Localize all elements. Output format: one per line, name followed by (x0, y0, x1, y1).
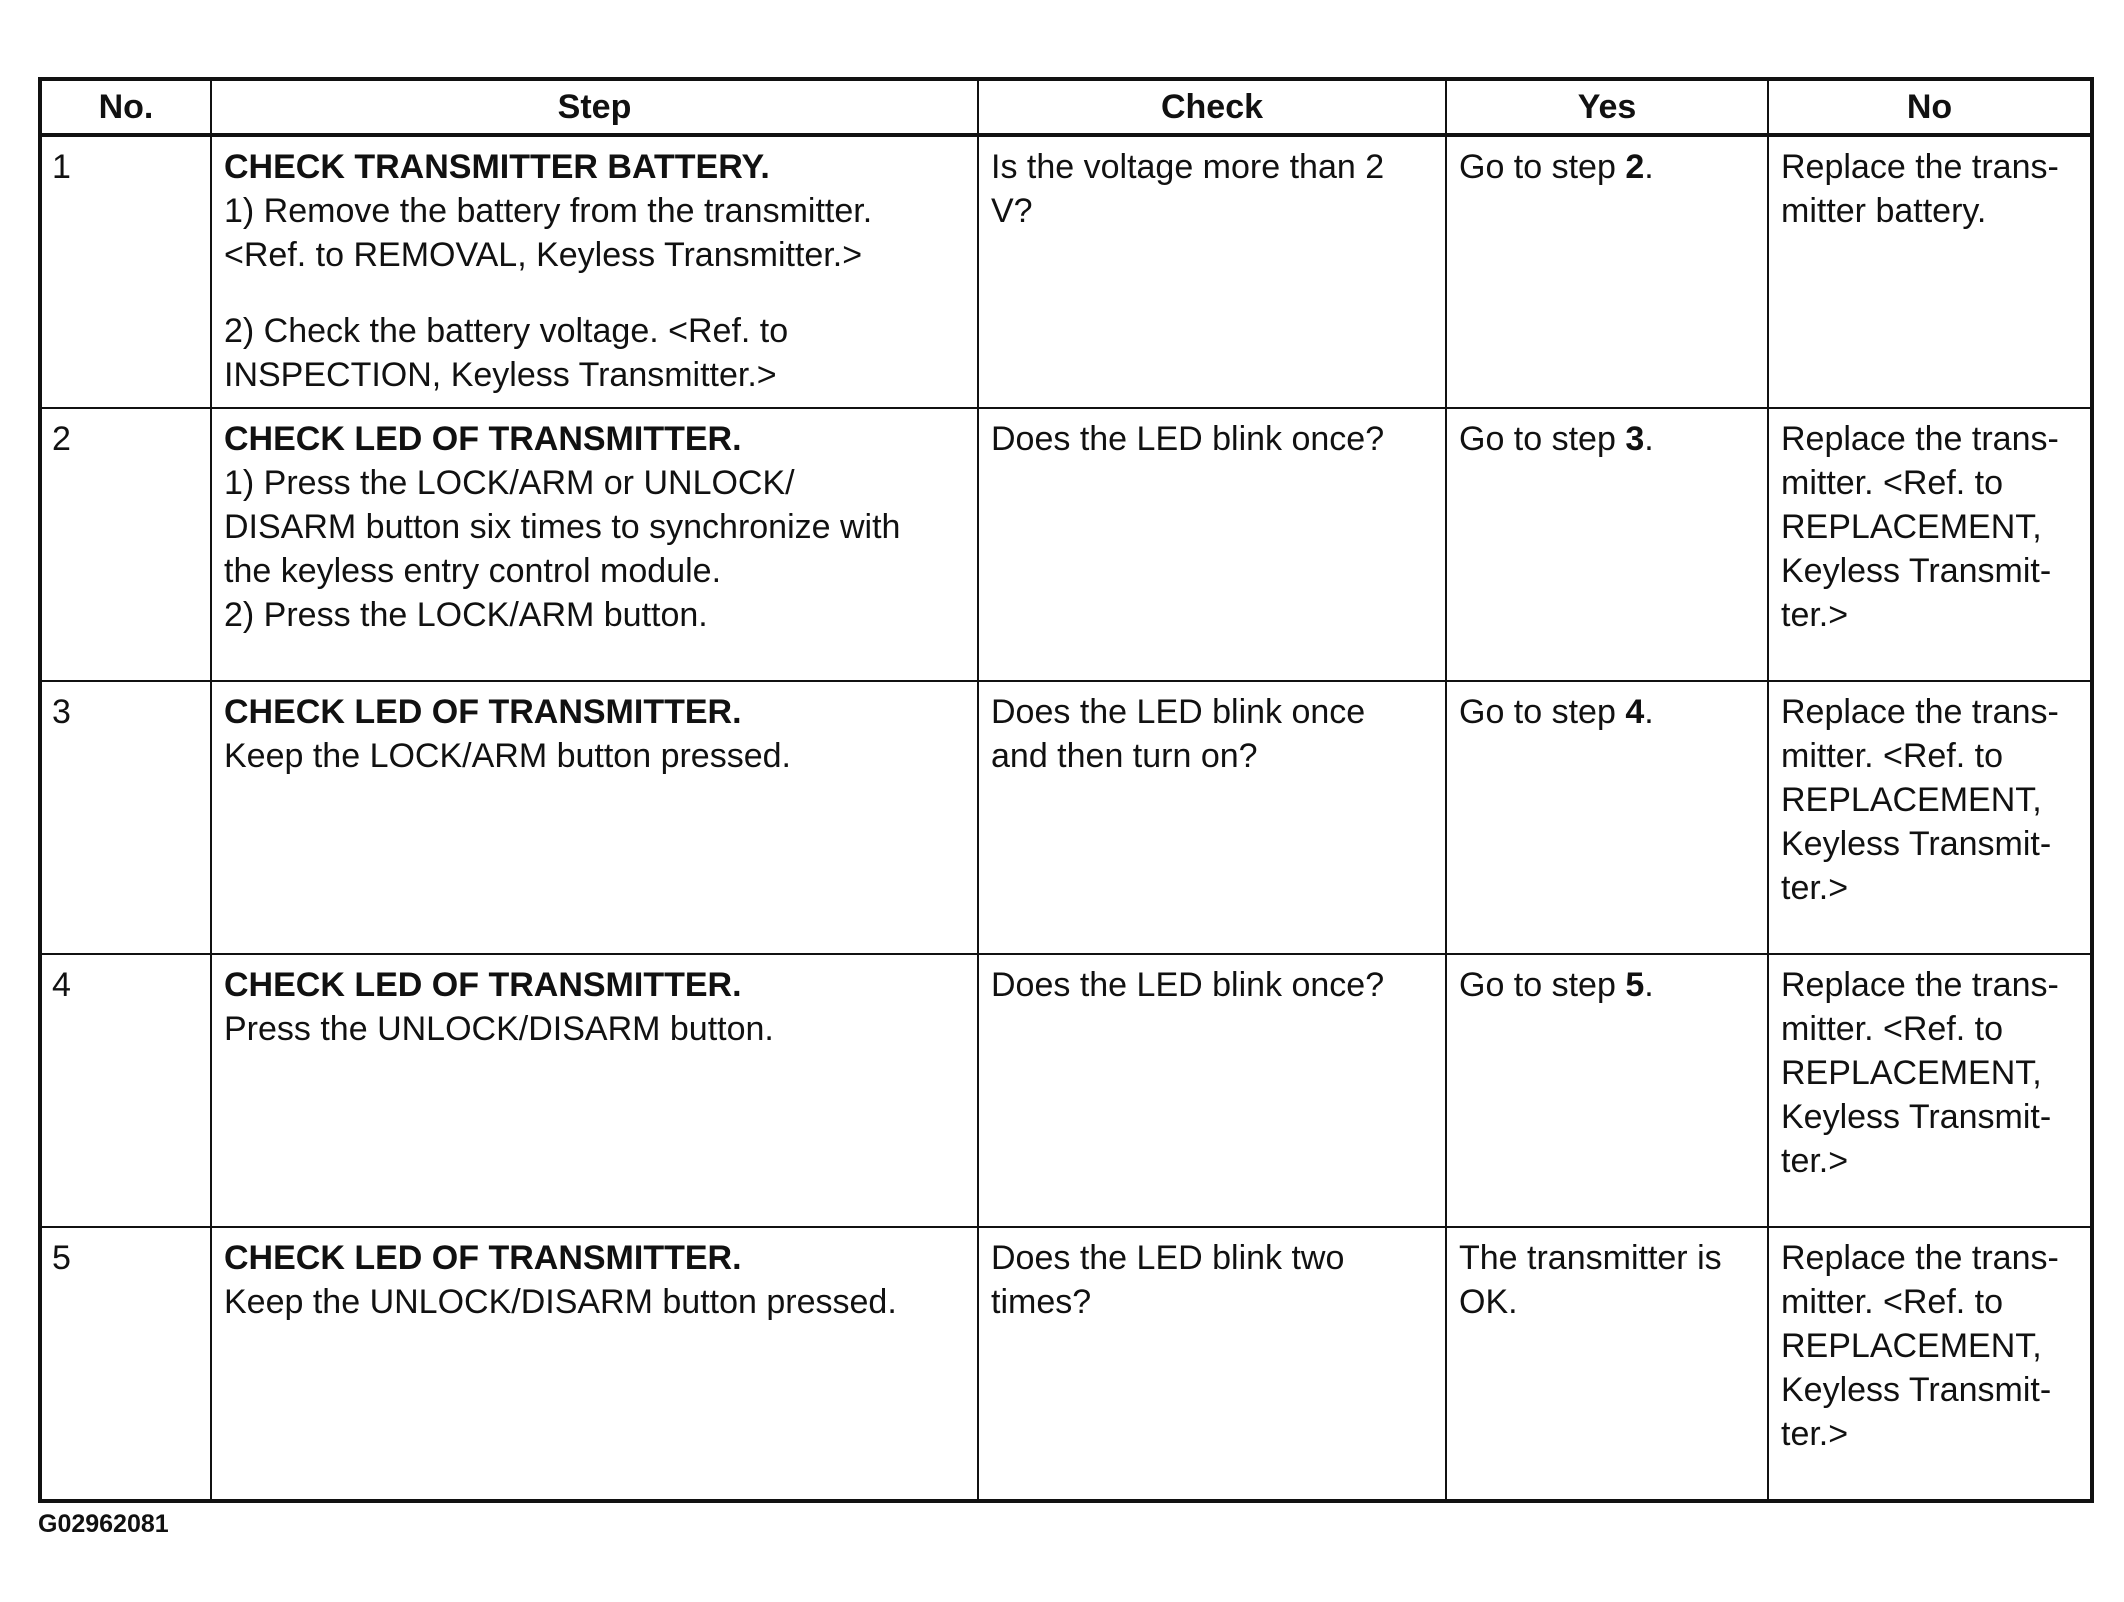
no-line: Replace the trans- (1781, 420, 2059, 458)
no-line: mitter. <Ref. to (1781, 464, 2004, 502)
yes-line: The transmitter is (1459, 1239, 1722, 1277)
no-line: ter.> (1781, 869, 1849, 907)
yes-suffix: . (1644, 693, 1654, 731)
step-cell (211, 135, 978, 408)
check-line: Does the LED blink once? (991, 420, 1385, 458)
step-number: 1 (52, 148, 71, 186)
check-cell (978, 135, 1446, 408)
no-cell (1768, 954, 2092, 1227)
yes-line: OK. (1459, 1283, 1518, 1321)
step-number-cell (40, 954, 211, 1227)
step-title: CHECK TRANSMITTER BATTERY. (224, 148, 770, 186)
step-title: CHECK LED OF TRANSMITTER. (224, 420, 742, 458)
no-cell (1768, 135, 2092, 408)
figure-code: G02962081 (38, 1510, 169, 1538)
yes-prefix: Go to step (1459, 966, 1626, 1004)
step-number-cell (40, 681, 211, 954)
diagnostic-table (38, 77, 2094, 1503)
no-line: Keyless Transmit- (1781, 1371, 2052, 1409)
no-line: Keyless Transmit- (1781, 552, 2052, 590)
no-line: mitter battery. (1781, 192, 1987, 230)
step-line: DISARM button six times to synchronize with (224, 508, 901, 546)
yes-step-target: 2 (1625, 148, 1645, 186)
header-no-action: No (1768, 79, 2092, 135)
step-line: Press the UNLOCK/DISARM button. (224, 1010, 774, 1048)
no-cell (1768, 681, 2092, 954)
step-line: Keep the LOCK/ARM button pressed. (224, 737, 791, 775)
step-number: 5 (52, 1239, 71, 1277)
step-cell (211, 954, 978, 1227)
yes-cell (1446, 135, 1768, 408)
check-cell (978, 954, 1446, 1227)
header-check: Check (978, 79, 1446, 135)
header-yes: Yes (1446, 79, 1768, 135)
step-line: 1) Remove the battery from the transmitter. (224, 192, 873, 230)
check-line: Does the LED blink once (991, 693, 1366, 731)
yes-suffix: . (1644, 420, 1654, 458)
yes-cell (1446, 954, 1768, 1227)
yes-cell (1446, 1227, 1768, 1501)
no-line: Replace the trans- (1781, 693, 2059, 731)
header-step: Step (211, 79, 978, 135)
step-line: Keep the UNLOCK/DISARM button pressed. (224, 1283, 897, 1321)
check-cell (978, 1227, 1446, 1501)
table-row (40, 1227, 2092, 1501)
check-line: Is the voltage more than 2 (991, 148, 1385, 186)
no-line: mitter. <Ref. to (1781, 1010, 2004, 1048)
step-title: CHECK LED OF TRANSMITTER. (224, 966, 742, 1004)
step-title: CHECK LED OF TRANSMITTER. (224, 1239, 742, 1277)
yes-prefix: Go to step (1459, 420, 1626, 458)
table-row (40, 954, 2092, 1227)
step-line: <Ref. to REMOVAL, Keyless Transmitter.> (224, 236, 863, 274)
check-line: Does the LED blink once? (991, 966, 1385, 1004)
no-line: mitter. <Ref. to (1781, 737, 2004, 775)
step-line: the keyless entry control module. (224, 552, 722, 590)
check-line: times? (991, 1283, 1092, 1321)
check-cell (978, 408, 1446, 681)
table-row (40, 408, 2092, 681)
yes-prefix: Go to step (1459, 148, 1626, 186)
no-line: Replace the trans- (1781, 148, 2059, 186)
no-cell (1768, 1227, 2092, 1501)
yes-cell (1446, 681, 1768, 954)
no-cell (1768, 408, 2092, 681)
yes-step-target: 4 (1625, 693, 1645, 731)
step-cell (211, 681, 978, 954)
step-number: 2 (52, 420, 71, 458)
yes-step-target: 5 (1625, 966, 1645, 1004)
header-no: No. (40, 79, 211, 135)
check-cell (978, 681, 1446, 954)
no-line: ter.> (1781, 1142, 1849, 1180)
no-line: ter.> (1781, 596, 1849, 634)
no-line: REPLACEMENT, (1781, 781, 2042, 819)
yes-suffix: . (1644, 148, 1654, 186)
table-row (40, 681, 2092, 954)
yes-prefix: Go to step (1459, 693, 1626, 731)
yes-suffix: . (1644, 966, 1654, 1004)
step-number: 4 (52, 966, 71, 1004)
step-line: 2) Press the LOCK/ARM button. (224, 596, 708, 634)
no-line: ter.> (1781, 1415, 1849, 1453)
step-line: INSPECTION, Keyless Transmitter.> (224, 356, 777, 394)
no-line: Replace the trans- (1781, 966, 2059, 1004)
step-line: 1) Press the LOCK/ARM or UNLOCK/ (224, 464, 795, 502)
check-line: and then turn on? (991, 737, 1258, 775)
no-line: REPLACEMENT, (1781, 1327, 2042, 1365)
no-line: REPLACEMENT, (1781, 508, 2042, 546)
step-cell (211, 408, 978, 681)
table-header-row (40, 79, 2092, 135)
no-line: REPLACEMENT, (1781, 1054, 2042, 1092)
step-number-cell (40, 408, 211, 681)
step-title: CHECK LED OF TRANSMITTER. (224, 693, 742, 731)
no-line: Replace the trans- (1781, 1239, 2059, 1277)
step-number-cell (40, 1227, 211, 1501)
step-line: 2) Check the battery voltage. <Ref. to (224, 312, 789, 350)
no-line: Keyless Transmit- (1781, 825, 2052, 863)
table-row (40, 135, 2092, 408)
step-number: 3 (52, 693, 71, 731)
step-cell (211, 1227, 978, 1501)
no-line: Keyless Transmit- (1781, 1098, 2052, 1136)
yes-cell (1446, 408, 1768, 681)
check-line: Does the LED blink two (991, 1239, 1345, 1277)
step-number-cell (40, 135, 211, 408)
yes-step-target: 3 (1625, 420, 1645, 458)
check-line: V? (991, 192, 1033, 230)
no-line: mitter. <Ref. to (1781, 1283, 2004, 1321)
